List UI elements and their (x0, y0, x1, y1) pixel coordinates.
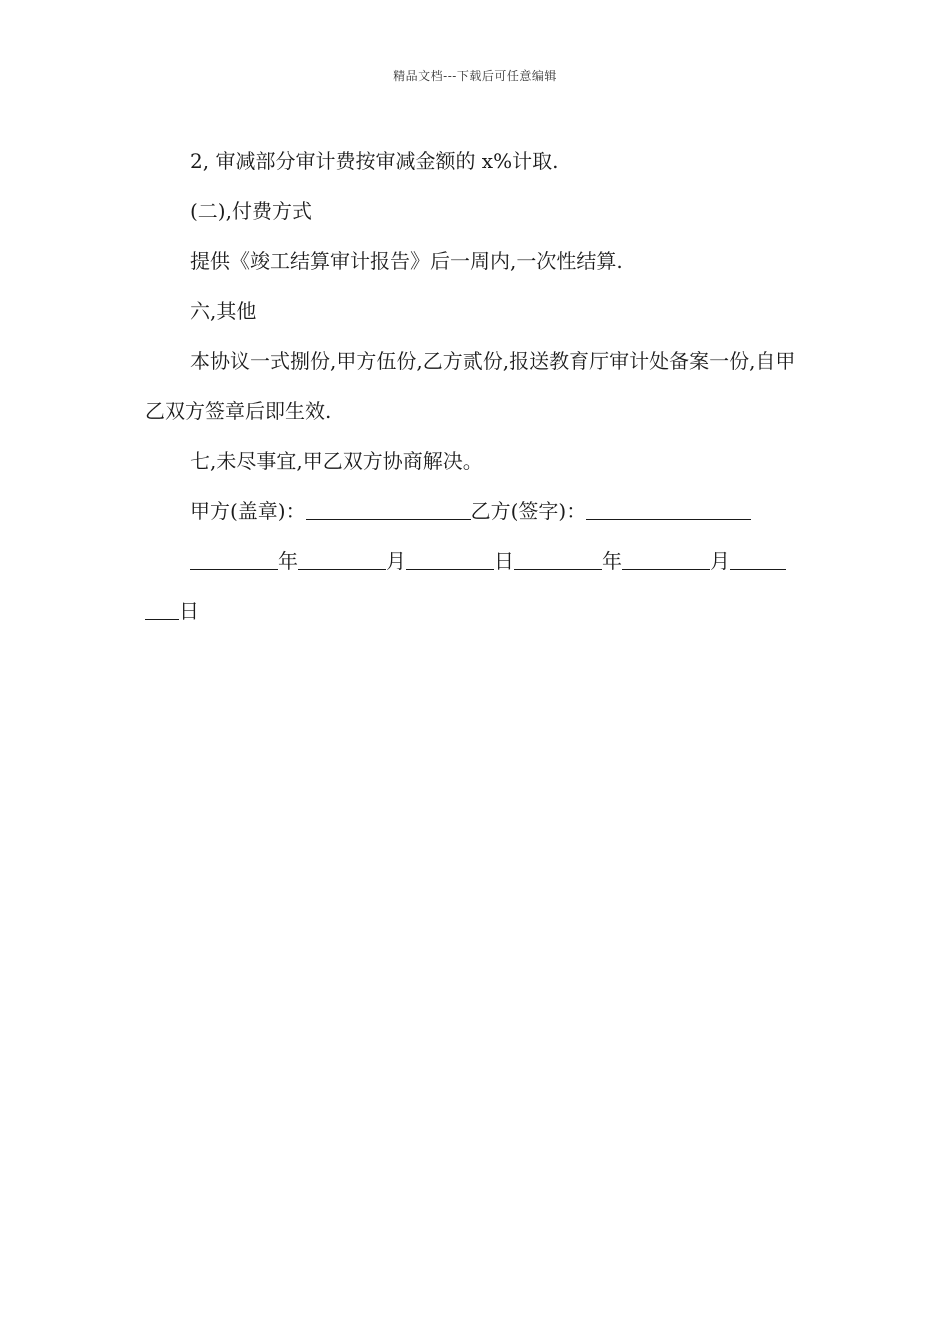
clause-audit-fee: 2, 审减部分审计费按审减金额的 x%计取. (190, 149, 559, 173)
party-b-signature-blank (586, 499, 751, 520)
document-body (145, 136, 810, 636)
page-header: 精品文档---下载后可任意编辑 (393, 69, 557, 83)
party-a-label: 甲方(盖章)： (190, 499, 306, 523)
date-year-label: 年 (278, 549, 298, 573)
clause-copies: 本协议一式捌份,甲方伍份,乙方贰份,报送教育厅审计处备案一份,自甲乙双方签章后即生效. (145, 349, 796, 423)
clause-settlement: 提供《竣工结算审计报告》后一周内,一次性结算. (190, 249, 623, 273)
date-day-label: 日 (494, 549, 514, 573)
date-blank (406, 549, 494, 570)
signature-line (145, 486, 810, 536)
party-b-label: 乙方(签字)： (470, 499, 587, 523)
date-blank (145, 599, 179, 620)
date-line (145, 536, 810, 586)
clause-unresolved-matters: 七,未尽事宜,甲乙双方协商解决。 (190, 449, 483, 473)
date-month-label: 月 (710, 549, 730, 573)
party-a-signature-blank (306, 499, 471, 520)
date-year-label: 年 (602, 549, 622, 573)
date-blank (622, 549, 710, 570)
section-payment-method: (二),付费方式 (190, 199, 312, 223)
date-blank (730, 549, 786, 570)
date-blank (514, 549, 602, 570)
date-blank (298, 549, 386, 570)
section-other: 六,其他 (190, 299, 257, 323)
date-day-label: 日 (179, 599, 199, 623)
date-month-label: 月 (386, 549, 406, 573)
date-line-continued (145, 586, 810, 636)
date-blank (190, 549, 278, 570)
